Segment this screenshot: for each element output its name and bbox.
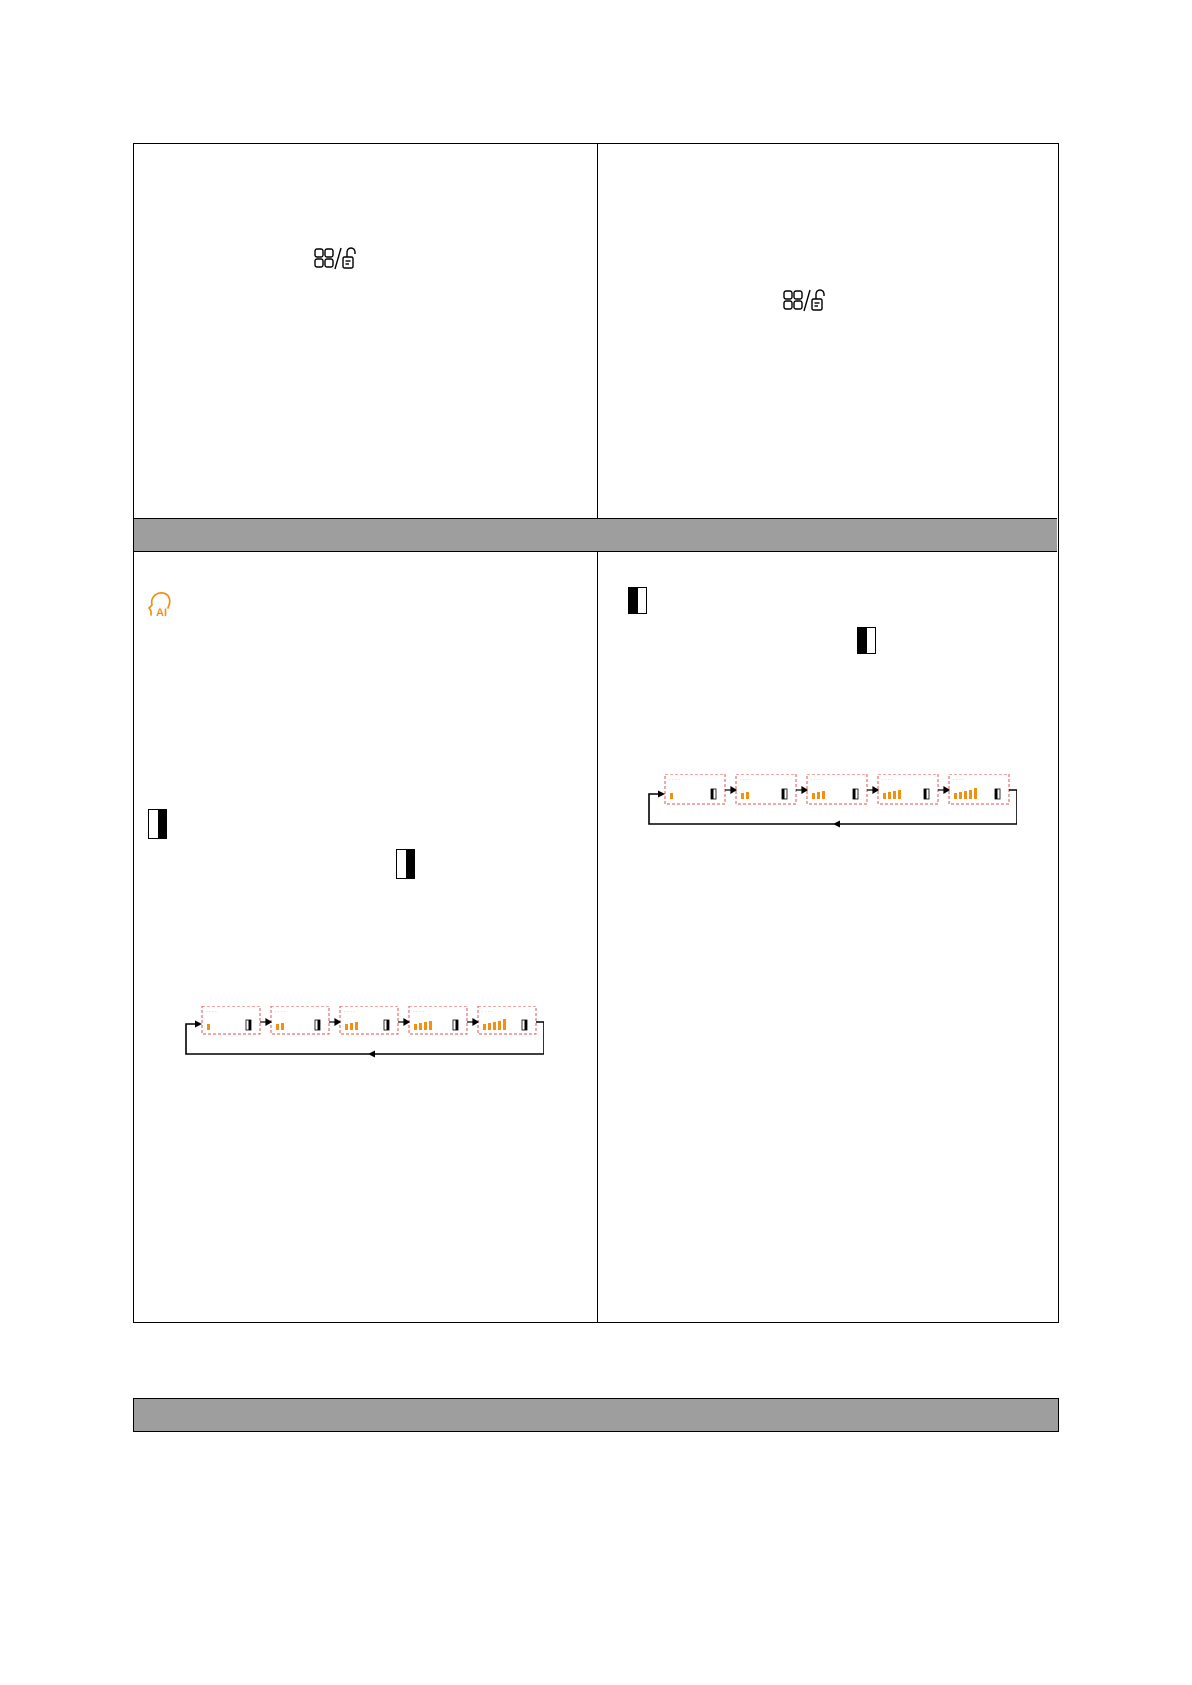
bottom-right-cell	[599, 552, 1060, 1322]
ai-head-icon	[147, 591, 173, 617]
cycle-step	[949, 774, 1009, 804]
cycle-step	[807, 774, 867, 804]
bottom-left-cell	[134, 552, 597, 1322]
svg-text:· · · ·: · · · ·	[482, 1009, 493, 1015]
cycle-step	[202, 1006, 260, 1034]
svg-text:· · · ·: · · · ·	[953, 777, 964, 783]
svg-text:· · · ·: · · · ·	[206, 1009, 217, 1015]
top-left-cell	[134, 144, 597, 518]
cycle-step	[409, 1006, 467, 1034]
grid-lock-icon	[783, 288, 827, 312]
half-square-icon	[148, 809, 167, 839]
half-square-icon	[628, 587, 647, 614]
bottom-divider	[597, 552, 598, 1322]
cycle-steps	[202, 1006, 536, 1034]
section-band	[134, 518, 1057, 552]
svg-text:· · · ·: · · · ·	[811, 777, 822, 783]
cycle-step	[271, 1006, 329, 1034]
svg-text:· · · ·: · · · ·	[882, 777, 893, 783]
half-square-icon	[857, 627, 876, 654]
svg-text:· · · ·: · · · ·	[275, 1009, 286, 1015]
level-cycle-diagram	[647, 774, 1017, 834]
svg-text:· · · ·: · · · ·	[740, 777, 751, 783]
cycle-step	[878, 774, 938, 804]
cycle-step	[340, 1006, 398, 1034]
cycle-step	[478, 1006, 536, 1034]
content-table	[133, 143, 1059, 1323]
cycle-step	[736, 774, 796, 804]
svg-text:AI: AI	[156, 607, 167, 617]
cycle-step	[665, 774, 725, 804]
top-right-cell	[599, 144, 1060, 518]
top-divider	[597, 144, 598, 518]
half-square-icon	[396, 849, 415, 879]
svg-text:· · · ·: · · · ·	[344, 1009, 355, 1015]
svg-text:· · · ·: · · · ·	[413, 1009, 424, 1015]
section-band-bottom	[133, 1398, 1059, 1432]
level-cycle-diagram	[184, 1006, 544, 1066]
grid-lock-icon	[314, 246, 358, 270]
cycle-steps	[665, 774, 1009, 804]
svg-text:· · · ·: · · · ·	[669, 777, 680, 783]
